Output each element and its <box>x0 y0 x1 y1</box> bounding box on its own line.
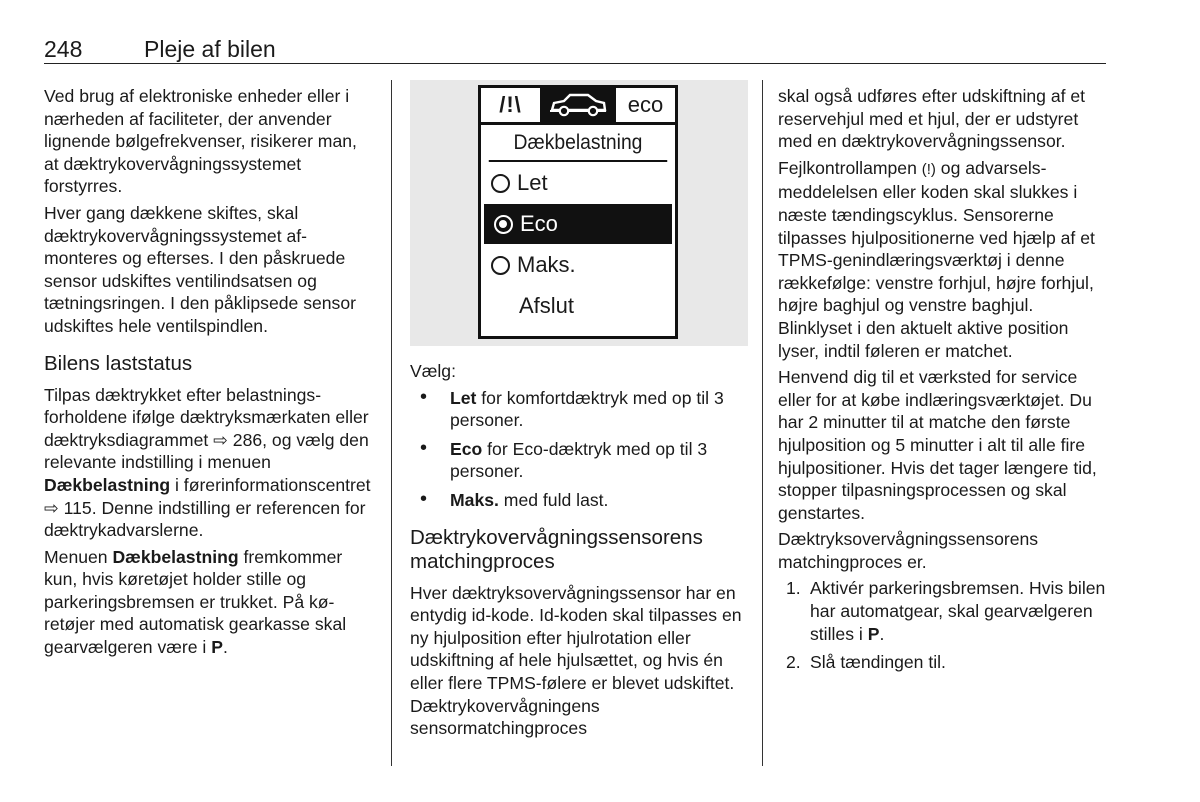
list-item: 2. Slå tændingen til. <box>786 652 946 673</box>
list-item: • Eco for Eco-dæktryk med op til 3 personer. <box>410 438 745 483</box>
radio-selected-icon <box>494 215 513 234</box>
display-tab-bar <box>481 88 675 125</box>
page-number: 248 <box>44 36 83 62</box>
column-middle <box>410 80 745 744</box>
bullet-list <box>410 387 745 512</box>
radio-icon <box>491 174 510 193</box>
paragraph: Dæktryksovervågningssensorens matchingproces er. <box>778 529 1039 572</box>
page-reference-link[interactable]: ⇨ 115 <box>44 497 92 518</box>
list-item: 1. Aktivér parkeringsbremsen. Hvis bilen har automatgear, skal gearvælgeren stilles i P. <box>786 578 1106 644</box>
tpms-warning-icon: (!) <box>921 160 936 178</box>
column-left <box>44 85 374 663</box>
info-display-screen <box>478 85 678 339</box>
display-illustration <box>410 80 748 346</box>
section-heading: Dæktrykovervågningssensorens matchingproces <box>410 525 703 573</box>
column-divider <box>762 80 763 766</box>
page-reference-link[interactable]: ⇨ 286 <box>213 429 263 450</box>
paragraph: Ved brug af elektroniske enheder eller i nærheden af faciliteter, der anvender lignende bølgefrekvenser, risikerer man, at dæktrykovervågningssystemet forstyrres. <box>44 86 357 197</box>
paragraph: Vælg: <box>410 361 456 381</box>
list-item: • Let for komfortdæktryk med op til 3 personer. <box>410 387 745 432</box>
paragraph: Tilpas dæktrykket efter belastningsforholdene ifølge dæktryksmærkaten eller dæktryksdiagrammet ⇨ 286, og vælg den relevante indstilling i menuen Dækbelastning i førerinformationscentret ⇨ 115. Denne indstilling er referencen for dæktrykadvarslerne. <box>44 384 371 541</box>
column-divider <box>391 80 392 766</box>
display-menu-title: Dækbelastning <box>489 125 667 162</box>
option-exit: Afslut <box>519 292 575 318</box>
paragraph: Fejlkontrollampen (!) og advarselsmeddelelsen eller koden skal slukkes i næste tændingscyklus. Sensorerne tilpasses hjulpositionerne ved hjælp af et TPMS-genindlæringsværktøj i denne rækkefølge: venstre forhjul, højre forhjul, højre baghjul og venstre baghjul. Blinklyset i den aktuelt aktive position lyser, indtil føleren er matchet. <box>778 157 1095 361</box>
page-header <box>44 34 1106 64</box>
paragraph: skal også udføres efter udskiftning af et reservehjul med et hjul, der er udstyret med en dæktrykovervågningssensor. <box>778 86 1086 152</box>
option-maks: Maks. <box>481 245 675 285</box>
paragraph: Hver gang dækkene skiftes, skal dæktrykovervågningssystemet afmonteres og efterses. I den påskruede sensor udskiftes ventilindsatsen og tætningsringen. I den påklipsede sensor udskiftes hele ventilspindlen. <box>44 202 356 336</box>
paragraph: Henvend dig til et værksted for service eller for at købe indlæringsværktøjet. Du har 2 minutter til at matche den første hjulposition og 5 minutter i alt til alle fire hjulpositioner. Hvis det tager længere tid, stopper tilpasningsprocessen og skal genstartes. <box>778 367 1097 523</box>
column-right <box>778 85 1108 680</box>
radio-icon <box>491 256 510 275</box>
numbered-list <box>778 577 1108 673</box>
paragraph: Menuen Dækbelastning fremkommer kun, hvis køretøjet holder stille og parkeringsbremsen er trukket. På køretøjer med automatisk gearkasse skal gearvælgeren være i P. <box>44 546 347 658</box>
section-heading: Bilens laststatus <box>44 351 193 375</box>
paragraph: Hver dæktryksovervågningssensor har en entydig id-kode. Id-koden skal tilpasses en ny hjulposition efter hjulrotation eller udskiftning af hele hjulsættet, og hvis én eller flere TPMS-følere er blevet udskiftet. Dæktrykovervågningens sensormatchingproces <box>410 582 742 739</box>
list-item: • Maks. med fuld last. <box>410 489 745 512</box>
option-eco: Eco <box>484 204 672 244</box>
page-title: Pleje af bilen <box>144 36 276 62</box>
eco-tab: eco <box>627 91 664 117</box>
warning-triangle-icon: /!\ <box>499 91 522 117</box>
car-icon <box>540 88 616 122</box>
option-let: Let <box>481 163 675 203</box>
